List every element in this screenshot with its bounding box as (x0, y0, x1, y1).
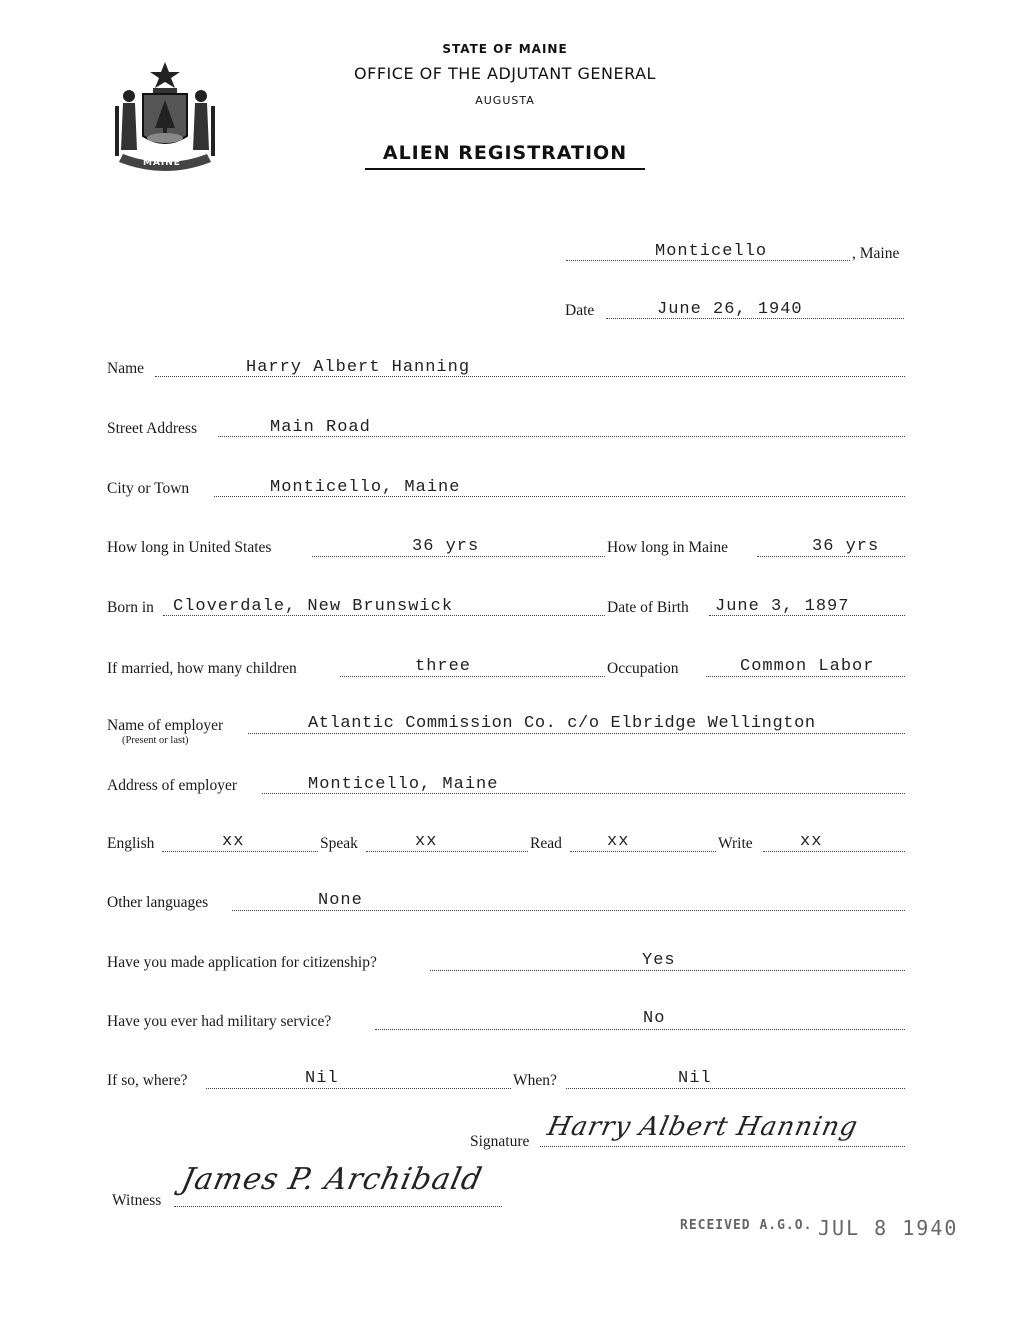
witness-label: Witness (112, 1192, 162, 1209)
read-label: Read (530, 835, 562, 852)
when-value: Nil (678, 1069, 712, 1088)
employer-address-label: Address of employer (107, 777, 237, 794)
place-suffix: , Maine (852, 245, 900, 262)
when-label: When? (513, 1072, 557, 1089)
street-label: Street Address (107, 420, 197, 437)
when-line (566, 1088, 905, 1089)
employer-address-value: Monticello, Maine (308, 775, 499, 794)
children-label: If married, how many children (107, 660, 297, 677)
write-value: xx (800, 832, 823, 851)
read-line (570, 851, 716, 852)
city-label: City or Town (107, 480, 190, 497)
header-state: STATE OF MAINE (442, 42, 568, 56)
how-long-maine-value: 36 yrs (812, 537, 880, 556)
name-value: Harry Albert Hanning (246, 358, 471, 377)
header-office: OFFICE OF THE ADJUTANT GENERAL (354, 64, 656, 83)
citizenship-label: Have you made application for citizenship? (107, 954, 377, 971)
write-line (763, 851, 905, 852)
place-value: Monticello (655, 242, 768, 261)
english-value: xx (222, 832, 245, 851)
dob-label: Date of Birth (607, 599, 689, 616)
where-line (206, 1088, 511, 1089)
witness-line (174, 1206, 502, 1207)
seal-text: MAINE (143, 158, 181, 168)
employer-value: Atlantic Commission Co. c/o Elbridge Wellington (308, 714, 816, 733)
speak-label: Speak (320, 835, 358, 852)
signature-value: Harry Albert Hanning (544, 1112, 861, 1142)
street-value: Main Road (270, 418, 371, 437)
date-label: Date (565, 302, 595, 319)
military-value: No (643, 1009, 666, 1028)
speak-value: xx (415, 832, 438, 851)
received-stamp-date: JUL 8 1940 (818, 1216, 959, 1240)
received-stamp-text: RECEIVED A.G.O. (680, 1218, 813, 1233)
employer-line (248, 733, 905, 734)
signature-label: Signature (470, 1133, 530, 1150)
how-long-us-label: How long in United States (107, 539, 272, 556)
city-value: Monticello, Maine (270, 478, 461, 497)
how-long-us-value: 36 yrs (412, 537, 480, 556)
name-label: Name (107, 360, 145, 377)
english-line (162, 851, 318, 852)
write-label: Write (718, 835, 753, 852)
where-value: Nil (305, 1069, 339, 1088)
header-city: AUGUSTA (475, 94, 535, 107)
english-label: English (107, 835, 155, 852)
how-long-us-line (312, 556, 605, 557)
how-long-maine-label: How long in Maine (607, 539, 728, 556)
employer-label: Name of employer (107, 717, 224, 734)
signature-line (540, 1146, 905, 1147)
born-in-label: Born in (107, 599, 154, 616)
occupation-label: Occupation (607, 660, 679, 677)
read-value: xx (607, 832, 630, 851)
form-title: ALIEN REGISTRATION (382, 142, 628, 164)
military-label: Have you ever had military service? (107, 1013, 332, 1030)
citizenship-line (430, 970, 905, 971)
employer-sublabel: (Present or last) (122, 735, 189, 746)
dob-value: June 3, 1897 (715, 597, 850, 616)
other-languages-value: None (318, 891, 363, 910)
how-long-maine-line (757, 556, 905, 557)
born-in-value: Cloverdale, New Brunswick (173, 597, 454, 616)
military-line (375, 1029, 905, 1030)
children-value: three (415, 657, 472, 676)
occupation-value: Common Labor (740, 657, 875, 676)
children-line (340, 676, 605, 677)
other-languages-line (232, 910, 905, 911)
other-languages-label: Other languages (107, 894, 209, 911)
where-label: If so, where? (107, 1072, 188, 1089)
witness-value: James P. Archibald (178, 1162, 486, 1197)
title-underline (365, 168, 645, 170)
date-value: June 26, 1940 (657, 300, 803, 319)
occupation-line (706, 676, 905, 677)
speak-line (366, 851, 528, 852)
citizenship-value: Yes (642, 951, 676, 970)
